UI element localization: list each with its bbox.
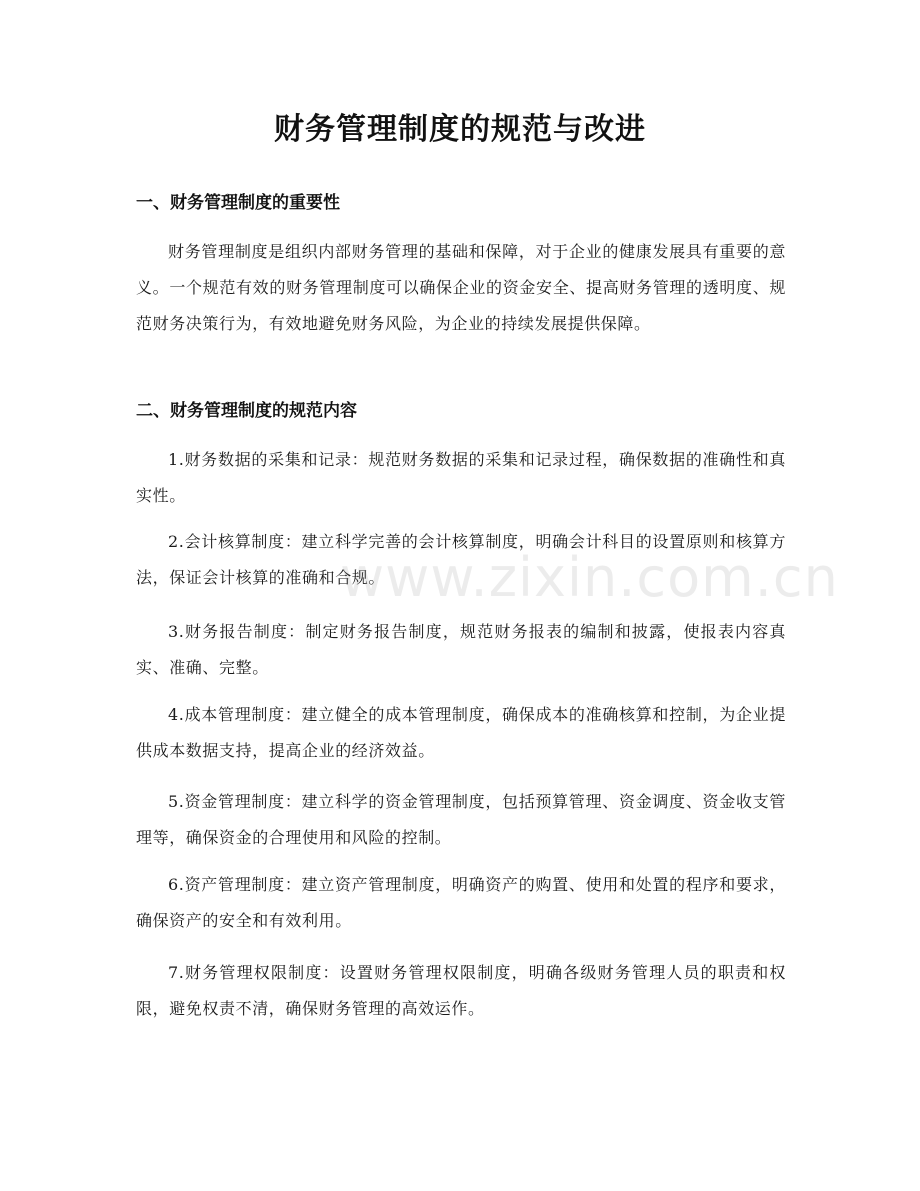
list-item: 4.成本管理制度：建立健全的成本管理制度，确保成本的准确核算和控制，为企业提供成本数据支持，提高企业的经济效益。 xyxy=(136,705,786,760)
page-title: 财务管理制度的规范与改进 xyxy=(274,112,646,147)
list-item: 1.财务数据的采集和记录：规范财务数据的采集和记录过程，确保数据的准确性和真实性。 xyxy=(136,450,786,505)
list-item: 5.资金管理制度：建立科学的资金管理制度，包括预算管理、资金调度、资金收支管理等，确保资金的合理使用和风险的控制。 xyxy=(136,792,786,847)
list-item: 2.会计核算制度：建立科学完善的会计核算制度，明确会计科目的设置原则和核算方法，保证会计核算的准确和合规。 xyxy=(136,532,786,587)
section-heading-content: 二、财务管理制度的规范内容 xyxy=(136,401,357,421)
list-item: 7.财务管理权限制度：设置财务管理权限制度，明确各级财务管理人员的职责和权限，避免权责不清，确保财务管理的高效运作。 xyxy=(136,963,786,1018)
section-heading-importance: 一、财务管理制度的重要性 xyxy=(136,193,340,213)
paragraph-importance: 财务管理制度是组织内部财务管理的基础和保障，对于企业的健康发展具有重要的意义。一个规范有效的财务管理制度可以确保企业的资金安全、提高财务管理的透明度、规范财务决策行为，有效地避免财务风险，为企业的持续发展提供保障。 xyxy=(136,242,786,333)
watermark: www.zixin.com.cn xyxy=(340,546,839,609)
list-item: 3.财务报告制度：制定财务报告制度，规范财务报表的编制和披露，使报表内容真实、准确、完整。 xyxy=(136,622,786,677)
list-item: 6.资产管理制度：建立资产管理制度，明确资产的购置、使用和处置的程序和要求，确保资产的安全和有效利用。 xyxy=(136,875,786,930)
